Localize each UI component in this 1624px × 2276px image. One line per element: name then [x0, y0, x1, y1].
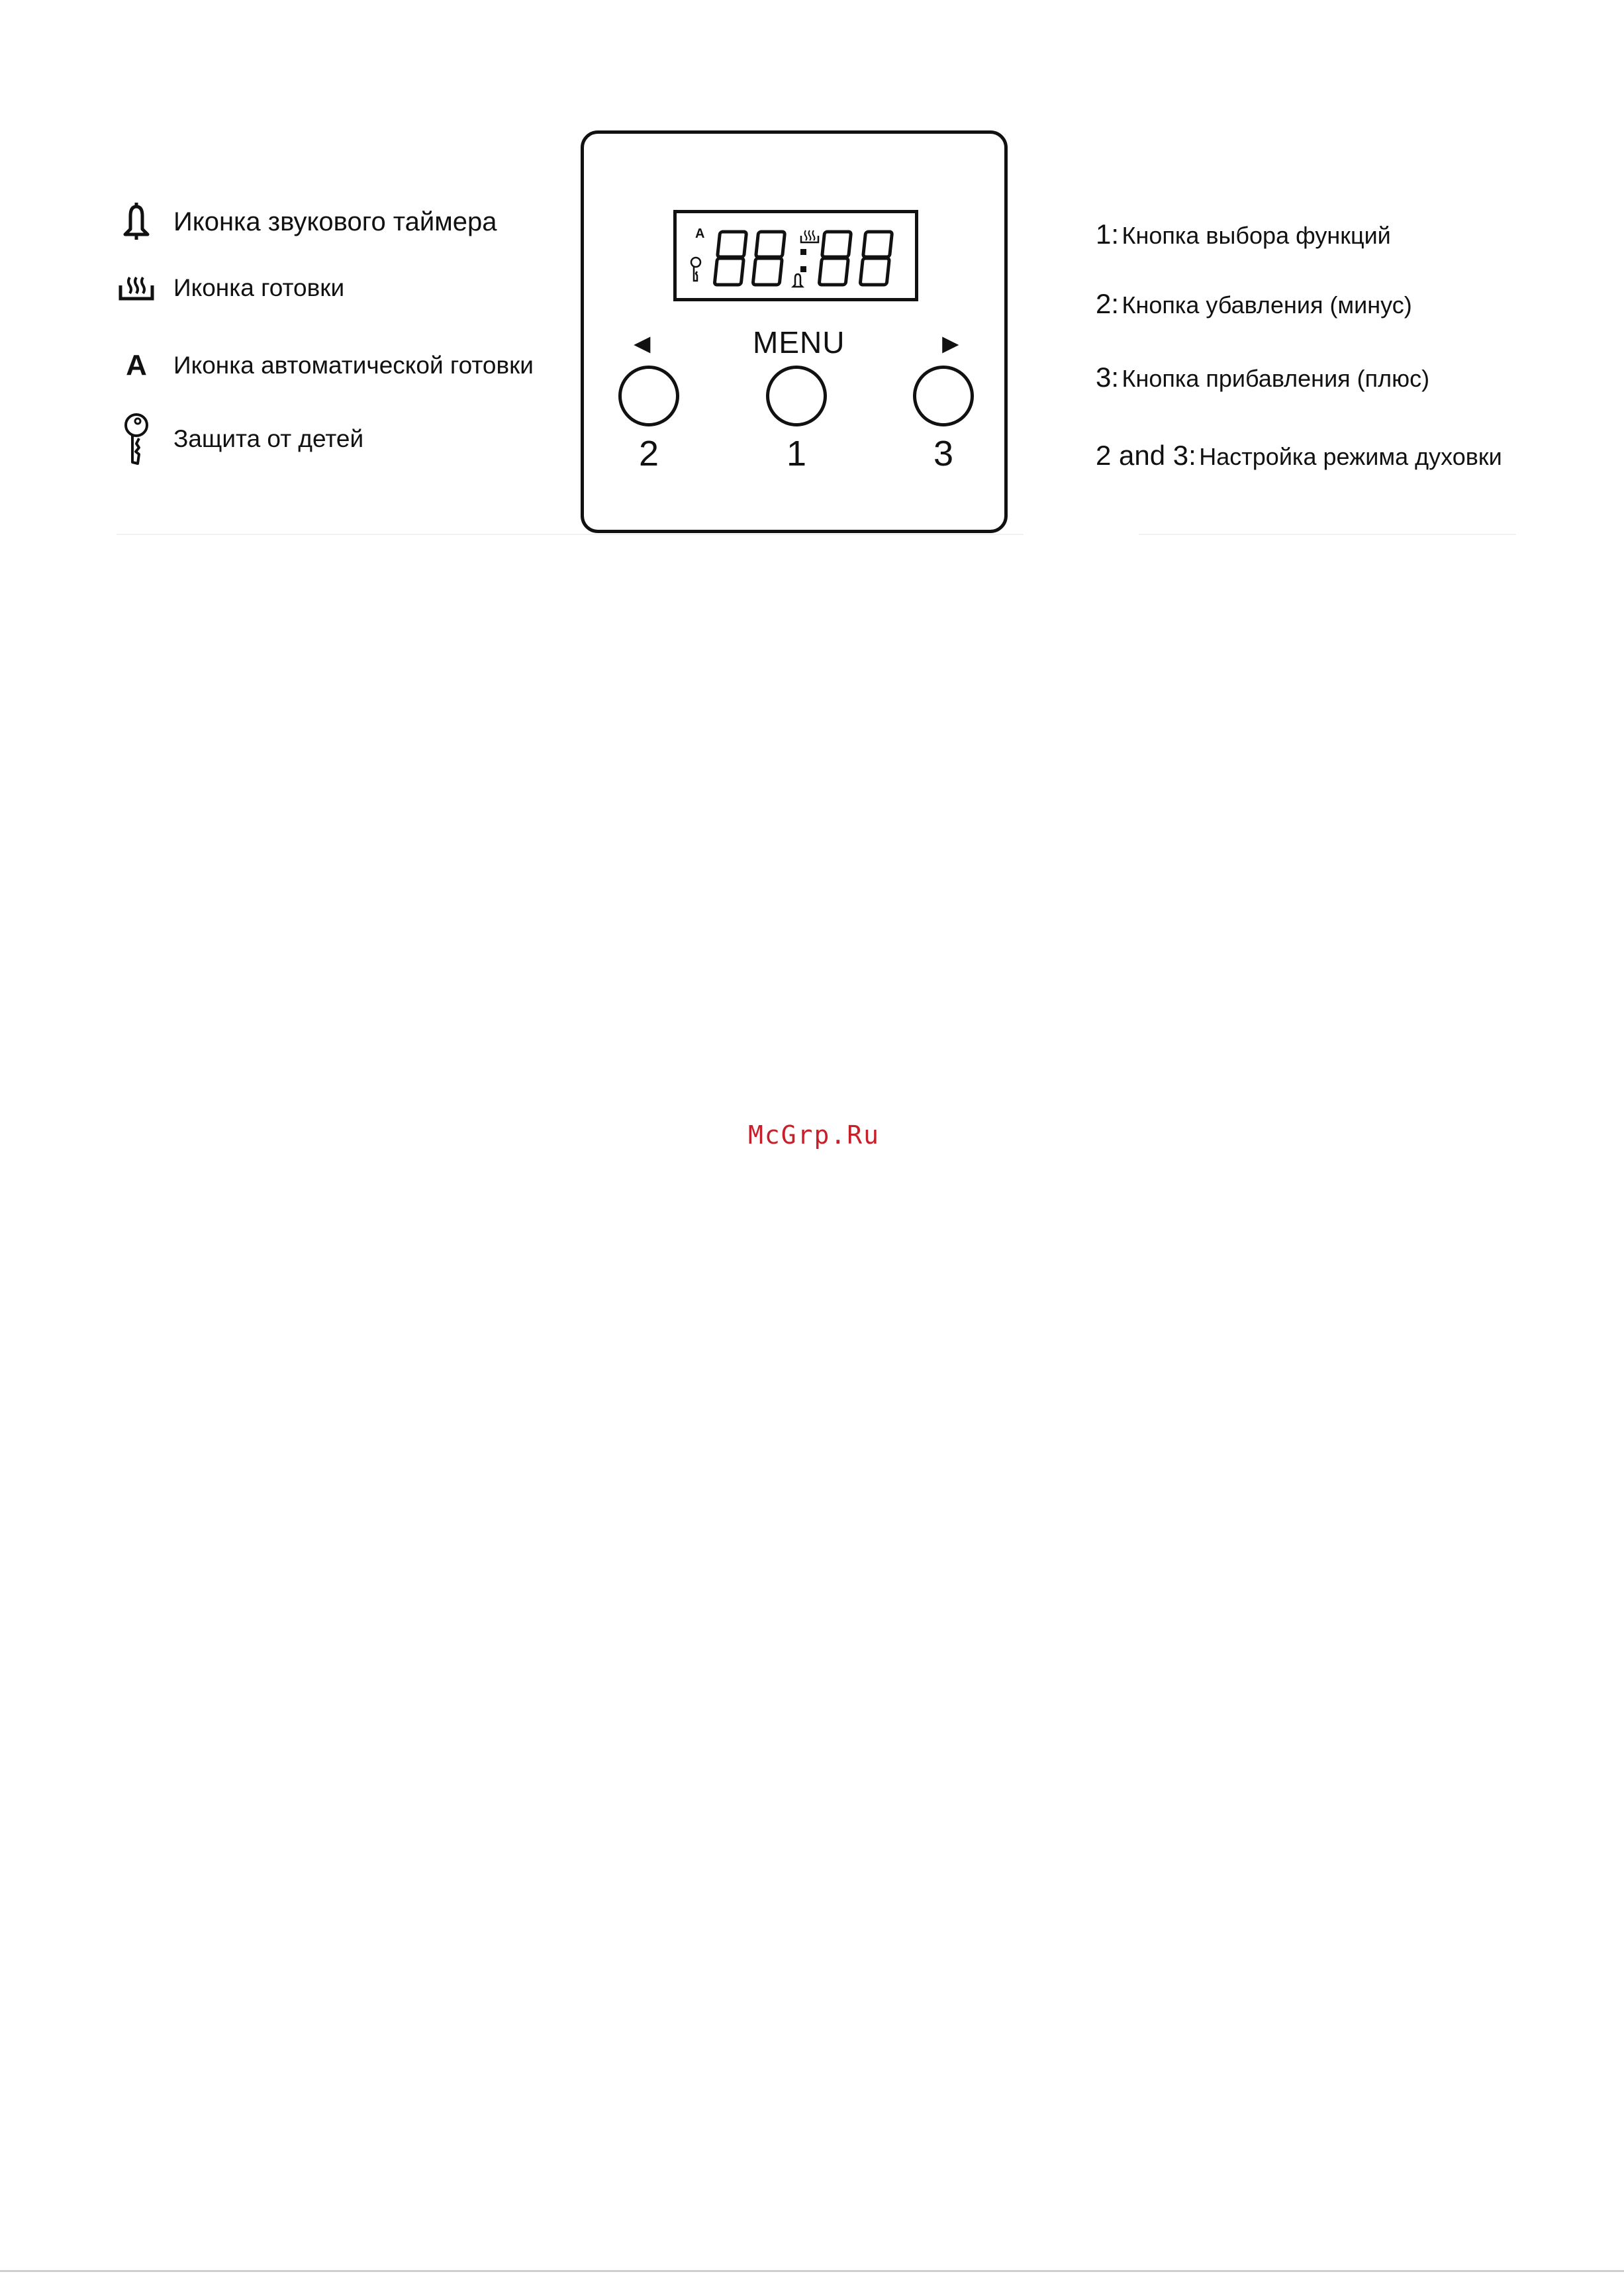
digit-1 — [714, 232, 746, 285]
oven-control-panel — [581, 130, 1008, 533]
divider — [117, 534, 1024, 535]
button-legend-key: 2 and 3: — [1096, 440, 1196, 471]
button-legend-key: 2: — [1096, 288, 1120, 319]
digit-2 — [753, 232, 785, 285]
menu-label: MENU — [753, 325, 845, 360]
bell-icon — [117, 192, 156, 252]
key-icon — [117, 409, 156, 469]
button-legend-desc: Настройка режима духовки — [1199, 443, 1502, 470]
auto-cooking-icon: A — [126, 349, 147, 381]
button-legend-desc: Кнопка убавления (минус) — [1122, 291, 1412, 319]
watermark: McGrp.Ru — [748, 1120, 881, 1150]
divider — [1139, 534, 1516, 535]
display-key-icon — [691, 258, 700, 281]
legend-item-cooking — [117, 258, 345, 318]
plus-button[interactable] — [913, 366, 974, 426]
digit-4 — [860, 232, 892, 285]
button-legend-desc: Кнопка прибавления (плюс) — [1122, 365, 1430, 392]
display-cooking-icon — [801, 230, 818, 242]
button-legend-key: 3: — [1096, 362, 1120, 393]
legend-item-key — [117, 409, 364, 469]
menu-button[interactable] — [766, 366, 827, 426]
button-number-1: 1 — [786, 434, 807, 473]
footer-divider — [0, 2270, 1624, 2272]
right-arrow-icon: ► — [937, 328, 965, 359]
display-bell-icon — [793, 274, 802, 287]
legend-item-auto — [117, 336, 534, 395]
button-number-2: 2 — [638, 434, 659, 473]
legend-label: Иконка автоматической готовки — [173, 352, 534, 379]
legend-item-bell — [117, 192, 497, 252]
legend-label: Иконка готовки — [173, 274, 345, 301]
button-number-3: 3 — [933, 434, 954, 473]
left-arrow-icon: ◄ — [628, 328, 656, 359]
button-legend-desc: Кнопка выбора функций — [1122, 222, 1391, 249]
legend-label: Иконка звукового таймера — [173, 207, 497, 236]
button-legend-item — [1096, 288, 1412, 320]
minus-button[interactable] — [618, 366, 679, 426]
display-colon — [800, 249, 806, 272]
legend-label: Защита от детей — [173, 425, 364, 452]
digit-3 — [819, 232, 851, 285]
display-digits — [714, 232, 892, 285]
button-legend-item — [1096, 362, 1429, 393]
cooking-icon — [117, 258, 156, 318]
button-legend-item — [1096, 219, 1391, 250]
display-auto-indicator: A — [695, 226, 705, 241]
button-legend-item — [1096, 440, 1502, 471]
lcd-display — [673, 210, 918, 301]
button-legend-key: 1: — [1096, 219, 1120, 250]
